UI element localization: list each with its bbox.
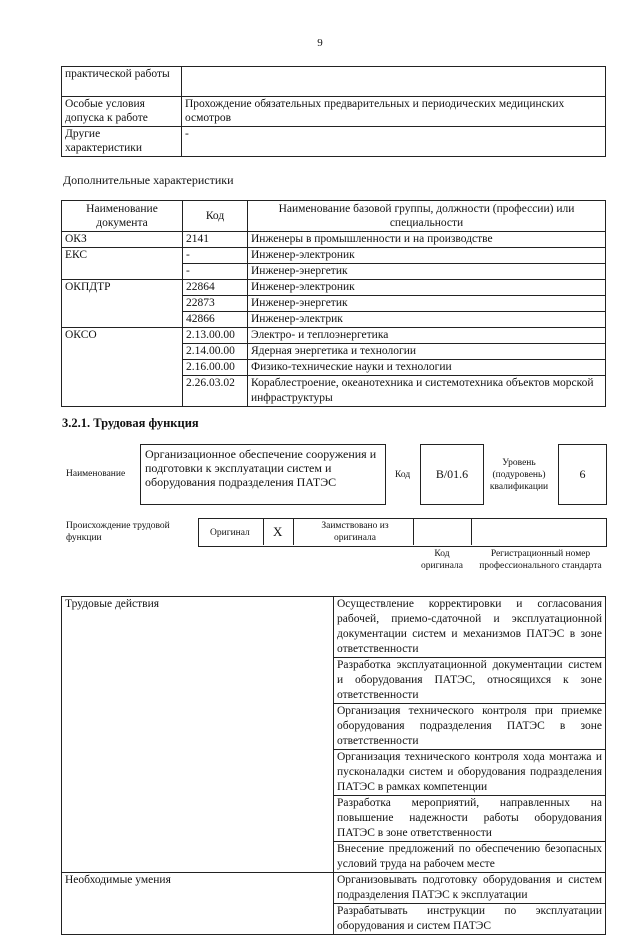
- additional-table: [61, 200, 606, 407]
- page-number: 9: [317, 37, 323, 49]
- level-value: 6: [579, 467, 586, 481]
- table-cell: Физико-технические науки и технологии: [248, 360, 606, 376]
- table-cell: Необходимые умения: [62, 873, 334, 935]
- table-cell: -: [183, 264, 248, 280]
- table-row: [62, 248, 606, 264]
- table-cell: 2.26.03.02: [183, 376, 248, 407]
- header-name: Наименование базовой группы, должности (профессии) или специальности: [248, 201, 606, 232]
- actions-table: [61, 596, 606, 935]
- table-cell: Инженер-электрик: [248, 312, 606, 328]
- table-cell: Инженер-энергетик: [248, 296, 606, 312]
- table-cell: 2.16.00.00: [183, 360, 248, 376]
- table-cell: Инженер-электроник: [248, 280, 606, 296]
- table-cell: ОКЗ: [62, 232, 183, 248]
- table-cell: [182, 67, 606, 97]
- table-row: [62, 597, 606, 658]
- table-cell: Особые условия допуска к работе: [62, 97, 182, 127]
- table-cell: 2.13.00.00: [183, 328, 248, 344]
- origin-label: Происхождение трудовой функции: [66, 521, 170, 543]
- table-header-row: [62, 201, 606, 232]
- original-label: Оригинал: [210, 528, 250, 538]
- original-mark: X: [273, 524, 283, 539]
- table-cell: 22873: [183, 296, 248, 312]
- code-label: Код: [395, 470, 411, 480]
- table-cell: Разработка эксплуатационной документации систем и оборудования ПАТЭС, относящихся к зоне ответственности: [334, 658, 606, 704]
- table-row: [62, 328, 606, 344]
- header-doc: Наименование документа: [62, 201, 183, 232]
- table-cell: -: [182, 127, 606, 157]
- table-cell: Организация технического контроля при приемке оборудования подразделения ПАТЭС в зоне ответственности: [334, 704, 606, 750]
- table-cell: Разработка мероприятий, направленных на повышение надежности работы оборудования ПАТЭС в зоне ответственности: [334, 796, 606, 842]
- table-cell: Прохождение обязательных предварительных и периодических медицинских осмотров: [182, 97, 606, 127]
- table-cell: ОКСО: [62, 328, 183, 407]
- table-cell: -: [183, 248, 248, 264]
- table-row: [62, 127, 606, 157]
- top-table: [61, 66, 606, 157]
- table-cell: 2141: [183, 232, 248, 248]
- table-cell: Другие характеристики: [62, 127, 182, 157]
- table-cell: Трудовые действия: [62, 597, 334, 873]
- table-cell: 22864: [183, 280, 248, 296]
- table-row: [62, 280, 606, 296]
- borrowed-label: Заимствовано из оригинала: [321, 521, 389, 543]
- table-cell: Ядерная энергетика и технологии: [248, 344, 606, 360]
- additional-title: Дополнительные характеристики: [63, 173, 234, 187]
- table-cell: Внесение предложений по обеспечению безопасных условий труда на рабочем месте: [334, 842, 606, 873]
- table-cell: Разрабатывать инструкции по эксплуатации оборудования и систем ПАТЭС: [334, 904, 606, 935]
- function-title: 3.2.1. Трудовая функция: [62, 416, 199, 430]
- table-cell: Кораблестроение, океанотехника и системотехника объектов морской инфраструктуры: [248, 376, 606, 407]
- function-name: Организационное обеспечение сооружения и подготовки к эксплуатации систем и оборудования подразделения ПАТЭС: [145, 447, 377, 489]
- table-cell: Инженеры в промышленности и на производстве: [248, 232, 606, 248]
- table-cell: 2.14.00.00: [183, 344, 248, 360]
- level-label: Уровень (подуровень) квалификации: [489, 458, 549, 492]
- table-cell: Электро- и теплоэнергетика: [248, 328, 606, 344]
- name-label: Наименование: [66, 469, 126, 479]
- function-name-box: [140, 444, 386, 505]
- table-row: [62, 873, 606, 904]
- table-cell: Организовывать подготовку оборудования и систем подразделения ПАТЭС к эксплуатации: [334, 873, 606, 904]
- table-row: [62, 97, 606, 127]
- table-cell: Инженер-энергетик: [248, 264, 606, 280]
- table-cell: ОКПДТР: [62, 280, 183, 328]
- function-code: В/01.6: [435, 467, 469, 481]
- table-row: [62, 67, 606, 97]
- table-cell: Осуществление корректировки и согласования рабочей, приемо-сдаточной и эксплуатационной документации систем и механизмов ПАТЭС в зоне ответственности: [334, 597, 606, 658]
- level-box: [558, 444, 607, 505]
- header-code: Код: [183, 201, 248, 232]
- code-original-label: Код оригинала: [421, 549, 463, 571]
- registration-label: Регистрационный номер профессионального стандарта: [479, 549, 602, 571]
- table-cell: практической работы: [62, 67, 182, 97]
- table-row: [62, 232, 606, 248]
- code-box: [420, 444, 484, 505]
- table-cell: Инженер-электроник: [248, 248, 606, 264]
- table-cell: Организация технического контроля хода монтажа и пусконаладки систем и оборудования подразделения ПАТЭС в рамках компетенции: [334, 750, 606, 796]
- table-cell: 42866: [183, 312, 248, 328]
- table-cell: ЕКС: [62, 248, 183, 280]
